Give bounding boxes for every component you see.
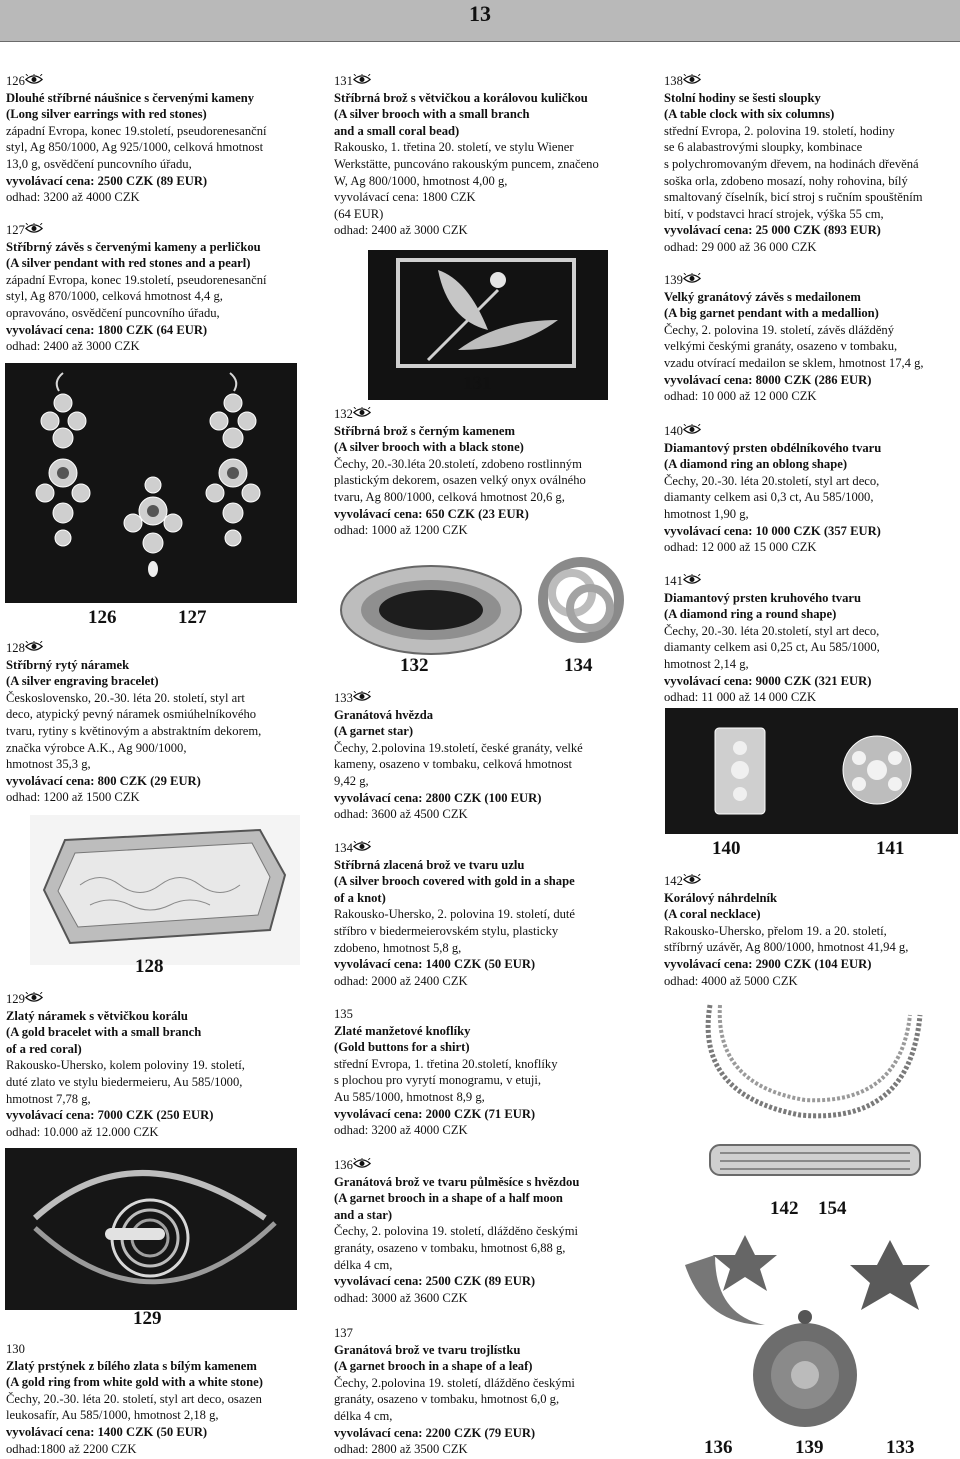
lot-number: 136 [334,1158,353,1172]
lot-text-line: odhad: 3000 až 3600 CZK [334,1290,468,1305]
lot-text-line: vyvolávací cena: 1400 CZK (50 EUR) [6,1424,208,1439]
lot-number-line [664,423,881,440]
lot-text-line: (A garnet brooch in a shape of a half moon [334,1191,563,1206]
lot-number: 128 [6,641,25,655]
lot-text-line: diamanty celkem asi 0,3 ct, Au 585/1000, [664,490,874,505]
lot-text-line: vyvolávací cena: 2200 CZK (79 EUR) [334,1425,536,1440]
lot-text-line: 9,42 g, [334,773,369,788]
lot-text-line: Dlouhé stříbrné náušnice s červenými kameny [6,90,255,105]
lot-text-line: vyvolávací cena: 1800 CZK [334,190,476,205]
lot-text-line: odhad: 1000 až 1200 CZK [334,523,468,538]
lot-text-line: vyvolávací cena: 10 000 CZK (357 EUR) [664,523,881,538]
lot-number-line [664,573,880,590]
lot-text-line: Rakousko, 1. třetina 20. století, ve stylu Wiener [334,140,574,155]
lot-text-line: deco, atypický pevný náramek osmiúhelníkového [6,707,257,722]
lot-126 [6,73,267,206]
lot-text-line: odhad: 2800 až 3500 CZK [334,1442,468,1457]
lot-number: 139 [664,273,683,287]
lot-number: 134 [334,841,353,855]
eye-icon [25,74,43,85]
lot-134 [334,840,575,989]
caption-129: 129 [133,1308,162,1329]
lot-text-line: vyvolávací cena: 2800 CZK (100 EUR) [334,790,542,805]
photo-engraved-bracelet [30,815,300,965]
lot-text-line: W, Ag 800/1000, hmotnost 4,00 g, [334,173,508,188]
lot-text-line: Zlatý prstýnek z bílého zlata s bílým kamenem [6,1358,257,1373]
lot-text-line: smaltovaný číselník, bicí stroj s ručním spouštěním [664,190,923,205]
lot-text-line: odhad: 2400 až 3000 CZK [6,339,140,354]
lot-text-line: duté zlato ve stylu biedermeieru, Au 585/1000, [6,1074,243,1089]
lot-text-line: Stříbrná zlacená brož ve tvaru uzlu [334,857,525,872]
lot-text-line: Stříbrná brož s černým kamenem [334,423,515,438]
lot-text-line: (A garnet brooch in a shape of a leaf) [334,1359,533,1374]
eye-icon [683,424,701,435]
lot-text-line: vyvolávací cena: 1400 CZK (50 EUR) [334,957,536,972]
lot-text-line: Rakousko-Uhersko, kolem poloviny 19. století, [6,1058,245,1073]
lot-number-line [334,1325,575,1342]
lot-text-line: vyvolávací cena: 650 CZK (23 EUR) [334,506,529,521]
lot-text-line: bití, v podstavci hrací strojek, výška 55 cm, [664,206,884,221]
lot-number-line [334,73,599,90]
lot-text-line: Diamantový prsten obdélníkového tvaru [664,440,882,455]
lot-129 [6,991,245,1140]
lot-text-line: (64 EUR) [334,206,384,221]
lot-text-line: granáty, osazeno v tombaku, hmotnost 6,0 g, [334,1392,560,1407]
lot-text-line: (A garnet star) [334,724,414,739]
lot-text-line: vyvolávací cena: 2500 CZK (89 EUR) [6,173,208,188]
lot-text-line: Granátová brož ve tvaru trojlístku [334,1342,521,1357]
eye-icon [683,273,701,284]
caption-128: 128 [135,956,164,977]
lot-text-line: Stříbrný rytý náramek [6,657,130,672]
lot-text-line: s plochou pro vyrytí monogramu, v etuji, [334,1073,542,1088]
lot-text-line: (A diamond ring a round shape) [664,607,837,622]
lot-number: 140 [664,424,683,438]
lot-text-line: odhad: 3200 až 4000 CZK [6,190,140,205]
lot-number-line [6,640,261,657]
lot-text-line: hmotnost 7,78 g, [6,1091,91,1106]
lot-text-line: vyvolávací cena: 2900 CZK (104 EUR) [664,956,872,971]
lot-text-line: odhad: 11 000 až 14 000 CZK [664,690,817,705]
lot-text-line: and a star) [334,1207,393,1222]
caption-139: 139 [795,1437,824,1458]
lot-text-line: leukosafír, Au 585/1000, hmotnost 2,18 g, [6,1408,219,1423]
lot-text-line: vyvolávací cena: 7000 CZK (250 EUR) [6,1108,214,1123]
lot-136 [334,1157,579,1306]
eye-icon [25,992,43,1003]
lot-text-line: vyvolávací cena: 9000 CZK (321 EUR) [664,673,872,688]
lot-number: 137 [334,1326,353,1340]
lot-text-line: (Gold buttons for a shirt) [334,1040,470,1055]
lot-text-line: (A silver pendant with red stones and a pearl) [6,256,251,271]
lot-text-line: odhad: 3200 až 4000 CZK [334,1123,468,1138]
lot-text-line: hmotnost 35,3 g, [6,757,91,772]
lot-text-line: Diamantový prsten kruhového tvaru [664,590,861,605]
photo-earrings-pendant [5,363,297,603]
eye-icon [353,407,371,418]
lot-128 [6,640,261,806]
lot-138 [664,73,923,256]
lot-number-line [6,1341,263,1358]
lot-text-line: Stolní hodiny se šesti sloupky [664,90,821,105]
lot-text-line: Granátová hvězda [334,707,433,722]
caption-134: 134 [564,655,593,676]
caption-133: 133 [886,1437,915,1458]
lot-text-line: (A gold bracelet with a small branch [6,1025,202,1040]
lot-text-line: hmotnost 2,14 g, [664,656,749,671]
lot-number-line [334,1157,579,1174]
lot-text-line: granáty, osazeno v tombaku, hmotnost 6,88 g, [334,1240,566,1255]
lot-132 [334,406,586,539]
lot-text-line: s polychromovaným dřevem, na hodinách dřevěná [664,156,919,171]
lot-137 [334,1325,575,1458]
lot-139 [664,272,924,405]
lot-text-line: Čechy, 2.polovina 19.století, české granáty, velké [334,740,583,755]
eye-icon [353,841,371,852]
eye-icon [353,1158,371,1169]
lot-130 [6,1341,263,1457]
lot-text-line: soška orla, zdobeno mosazí, nohy rohovina, bílý [664,173,908,188]
lot-text-line: (A silver engraving bracelet) [6,674,159,689]
lot-142 [664,873,908,989]
lot-text-line: západní Evropa, konec 19.století, pseudorenesanční [6,123,267,138]
lot-text-line: (A big garnet pendant with a medallion) [664,306,879,321]
lot-text-line: Velký granátový závěs s medailonem [664,289,861,304]
lot-text-line: odhad: 2000 až 2400 CZK [334,973,468,988]
lot-135 [334,1006,558,1139]
lot-text-line: styl, Ag 850/1000, Ag 925/1000, celková hmotnost [6,140,264,155]
eye-icon [25,223,43,234]
lot-text-line: kameny, osazeno v tombaku, celková hmotnost [334,757,573,772]
lot-text-line: značka výrobce A.K., Ag 900/1000, [6,740,187,755]
lot-text-line: velkými českými granáty, osazeno v tombaku, [664,339,898,354]
lot-text-line: vzadu otvírací medailon se sklem, hmotnost 17,4 g, [664,355,924,370]
lot-text-line: odhad: 2400 až 3000 CZK [334,223,468,238]
lot-text-line: se 6 alabastrovými sloupky, kombinace [664,140,863,155]
lot-number-line [334,1006,558,1023]
lot-number: 129 [6,992,25,1006]
lot-text-line: vyvolávací cena: 8000 CZK (286 EUR) [664,372,872,387]
header-rule [0,41,960,42]
lot-text-line: of a red coral) [6,1041,82,1056]
caption-136: 136 [704,1437,733,1458]
lot-text-line: Werkstätte, puncováno rakouským puncem, značeno [334,156,599,171]
photo-garnet-brooches [665,1225,958,1435]
lot-number-line [334,840,575,857]
lot-number: 142 [664,874,683,888]
lot-text-line: (A silver brooch with a small branch [334,107,530,122]
eye-icon [25,641,43,652]
caption-126: 126 [88,607,117,628]
lot-127 [6,222,267,355]
lot-text-line: of a knot) [334,890,386,905]
lot-text-line: Korálový náhrdelník [664,890,778,905]
lot-text-line: (A coral necklace) [664,907,761,922]
eye-icon [683,874,701,885]
lot-text-line: Čechy, 20.-30. léta 20.století, styl art deco, [664,473,880,488]
lot-text-line: vyvolávací cena: 2000 CZK (71 EUR) [334,1106,536,1121]
lot-text-line: odhad: 1200 až 1500 CZK [6,790,140,805]
lot-text-line: odhad: 3600 až 4500 CZK [334,807,468,822]
eye-icon [353,74,371,85]
caption-154: 154 [818,1198,847,1219]
lot-text-line: vyvolávací cena: 1800 CZK (64 EUR) [6,322,208,337]
lot-text-line: Čechy, 2. polovina 19. století, dlážděno českými [334,1224,579,1239]
lot-text-line: stříbrný uzávěr, Ag 800/1000, hmotnost 41,94 g, [664,940,909,955]
lot-number-line [6,222,267,239]
lot-number: 141 [664,574,683,588]
lot-text-line: Stříbrný závěs s červenými kameny a perličkou [6,239,261,254]
lot-text-line: Granátová brož ve tvaru půlměsíce s hvězdou [334,1174,580,1189]
caption-131: 131 [463,373,492,394]
lot-text-line: Čechy, 2.polovina 19. století, dlážděno českými [334,1375,575,1390]
lot-number: 138 [664,74,683,88]
lot-text-line: Rakousko-Uhersko, 2. polovina 19. století, duté [334,907,576,922]
lot-text-line: odhad: 10 000 až 12 000 CZK [664,389,817,404]
lot-text-line: vyvolávací cena: 25 000 CZK (893 EUR) [664,223,881,238]
lot-text-line: (A gold ring from white gold with a white stone) [6,1375,263,1390]
lot-text-line: Stříbrná brož s větvičkou a korálovou kuličkou [334,90,588,105]
lot-133 [334,690,583,823]
lot-text-line: odhad: 12 000 až 15 000 CZK [664,540,817,555]
lot-text-line: (Long silver earrings with red stones) [6,107,207,122]
lot-141 [664,573,880,706]
lot-number: 133 [334,691,353,705]
lot-number-line [334,406,586,423]
lot-number: 131 [334,74,353,88]
page-number: 13 [469,1,491,26]
lot-text-line: (A diamond ring an oblong shape) [664,457,848,472]
lot-text-line: Zlatý náramek s větvičkou korálu [6,1008,188,1023]
lot-number-line [664,272,924,289]
lot-number-line [334,690,583,707]
caption-141: 141 [876,838,905,859]
lot-number-line [664,73,923,90]
lot-text-line: Čechy, 20.-30. léta 20.století, styl art deco, [664,623,880,638]
lot-number: 126 [6,74,25,88]
lot-text-line: plastickým dekorem, osazen velký onyx oválného [334,473,586,488]
lot-text-line: tvaru, rytiny s květinovým a abstraktním dekorem, [6,723,262,738]
lot-text-line: odhad: 10.000 až 12.000 CZK [6,1124,159,1139]
lot-131 [334,73,599,239]
lot-text-line: vyvolávací cena: 2500 CZK (89 EUR) [334,1274,536,1289]
lot-text-line: zdobeno, hmotnost 5,8 g, [334,940,462,955]
lot-number: 130 [6,1342,25,1356]
lot-text-line: hmotnost 1,90 g, [664,506,749,521]
caption-127: 127 [178,607,207,628]
lot-text-line: styl, Ag 870/1000, celková hmotnost 4,4 g, [6,289,223,304]
lot-text-line: Au 585/1000, hmotnost 8,9 g, [334,1089,485,1104]
lot-text-line: tvaru, Ag 800/1000, celková hmotnost 20,6 g, [334,489,565,504]
lot-text-line: and a small coral bead) [334,123,460,138]
lot-text-line: odhad:1800 až 2200 CZK [6,1441,137,1456]
lot-text-line: opravováno, osvědčení puncovního úřadu, [6,305,220,320]
caption-142: 142 [770,1198,799,1219]
lot-number-line [6,73,267,90]
lot-text-line: (A table clock with six columns) [664,107,835,122]
caption-132: 132 [400,655,429,676]
lot-text-line: 13,0 g, osvědčení puncovního úřadu, [6,156,192,171]
photo-brooch-black-stone [336,560,526,660]
eye-icon [353,691,371,702]
eye-icon [683,574,701,585]
lot-text-line: délka 4 cm, [334,1257,393,1272]
lot-number: 132 [334,407,353,421]
lot-number: 135 [334,1007,353,1021]
lot-text-line: střední Evropa, 1. třetina 20.století, knoflíky [334,1056,558,1071]
lot-text-line: střední Evropa, 2. polovina 19. století, hodiny [664,123,895,138]
photo-diamond-rings [665,708,958,834]
lot-text-line: stříbro v biedermeierovském stylu, plasticky [334,923,559,938]
lot-140 [664,423,881,556]
lot-text-line: odhad: 4000 až 5000 CZK [664,973,798,988]
lot-text-line: vyvolávací cena: 800 CZK (29 EUR) [6,773,201,788]
lot-number-line [6,991,245,1008]
lot-number-line [664,873,908,890]
lot-text-line: Čechy, 2. polovina 19. století, závěs dlážděný [664,322,895,337]
lot-text-line: diamanty celkem asi 0,25 ct, Au 585/1000, [664,640,880,655]
eye-icon [683,74,701,85]
lot-text-line: západní Evropa, konec 19.století, pseudorenesanční [6,272,267,287]
caption-140: 140 [712,838,741,859]
photo-gold-bracelet-coral [5,1148,297,1310]
photo-coral-necklace [690,995,940,1193]
lot-text-line: odhad: 29 000 až 36 000 CZK [664,239,817,254]
lot-text-line: Rakousko-Uhersko, přelom 19. a 20. století, [664,923,887,938]
lot-text-line: Čechy, 20.-30. léta 20. století, styl art deco, osazen [6,1391,262,1406]
lot-text-line: délka 4 cm, [334,1408,393,1423]
lot-text-line: (A silver brooch covered with gold in a shape [334,874,575,889]
lot-text-line: Československo, 20.-30. léta 20. století, styl art [6,690,245,705]
lot-text-line: Čechy, 20.-30.léta 20.století, zdobeno rostlinným [334,456,582,471]
lot-text-line: (A silver brooch with a black stone) [334,440,524,455]
lot-text-line: Zlaté manžetové knoflíky [334,1023,471,1038]
lot-number: 127 [6,223,25,237]
photo-knot-brooch [532,548,630,653]
